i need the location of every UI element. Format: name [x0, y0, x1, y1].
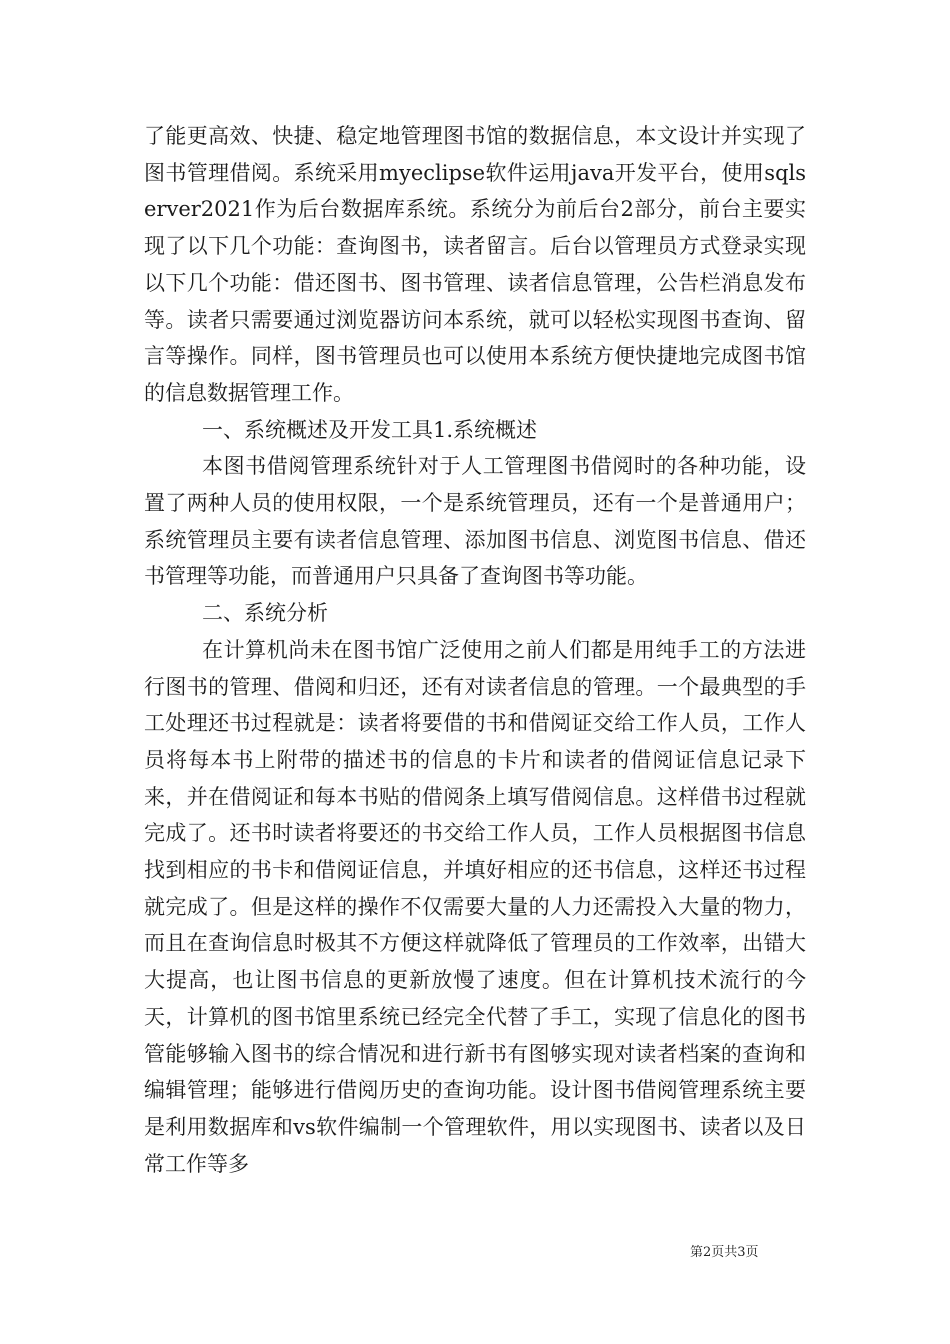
document-body	[144, 118, 806, 1182]
paragraph-intro: 了能更高效、快捷、稳定地管理图书馆的数据信息，本文设计并实现了图书管理借阅。系统采用myeclipse软件运用java开发平台，使用sqlserver2021作为后台数据库系统。系统分为前后台2部分，前台主要实现了以下几个功能：查询图书，读者留言。后台以管理员方式登录实现以下几个功能：借还图书、图书管理、读者信息管理，公告栏消息发布等。读者只需要通过浏览器访问本系统，就可以轻松实现图书查询、留言等操作。同样，图书管理员也可以使用本系统方便快捷地完成图书馆的信息数据管理工作。	[144, 124, 806, 405]
paragraph-analysis: 在计算机尚未在图书馆广泛使用之前人们都是用纯手工的方法进行图书的管理、借阅和归还，还有对读者信息的管理。一个最典型的手工处理还书过程就是：读者将要借的书和借阅证交给工作人员，工作人员将每本书上附带的描述书的信息的卡片和读者的借阅证信息记录下来，并在借阅证和每本书贴的借阅条上填写借阅信息。这样借书过程就完成了。还书时读者将要还的书交给工作人员，工作人员根据图书信息找到相应的书卡和借阅证信息，并填好相应的还书信息，这样还书过程就完成了。但是这样的操作不仅需要大量的人力还需投入大量的物力，而且在查询信息时极其不方便这样就降低了管理员的工作效率，出错大大提高，也让图书信息的更新放慢了速度。但在计算机技术流行的今天，计算机的图书馆里系统已经完全代替了手工，实现了信息化的图书管能够输入图书的综合情况和进行新书有图够实现对读者档案的查询和编辑管理；能够进行借阅历史的查询功能。设计图书借阅管理系统主要是利用数据库和vs软件编制一个管理软件，用以实现图书、读者以及日常工作等多	[144, 637, 806, 1176]
paragraph-overview: 本图书借阅管理系统针对于人工管理图书借阅时的各种功能，设置了两种人员的使用权限，一个是系统管理员，还有一个是普通用户；系统管理员主要有读者信息管理、添加图书信息、浏览图书信息、借还书管理等功能，而普通用户只具备了查询图书等功能。	[144, 454, 806, 589]
page-number-footer: 第2页共3页	[690, 1245, 759, 1260]
section-heading-overview: 一、系统概述及开发工具1.系统概述	[202, 417, 538, 442]
section-heading-analysis: 二、系统分析	[202, 601, 328, 626]
